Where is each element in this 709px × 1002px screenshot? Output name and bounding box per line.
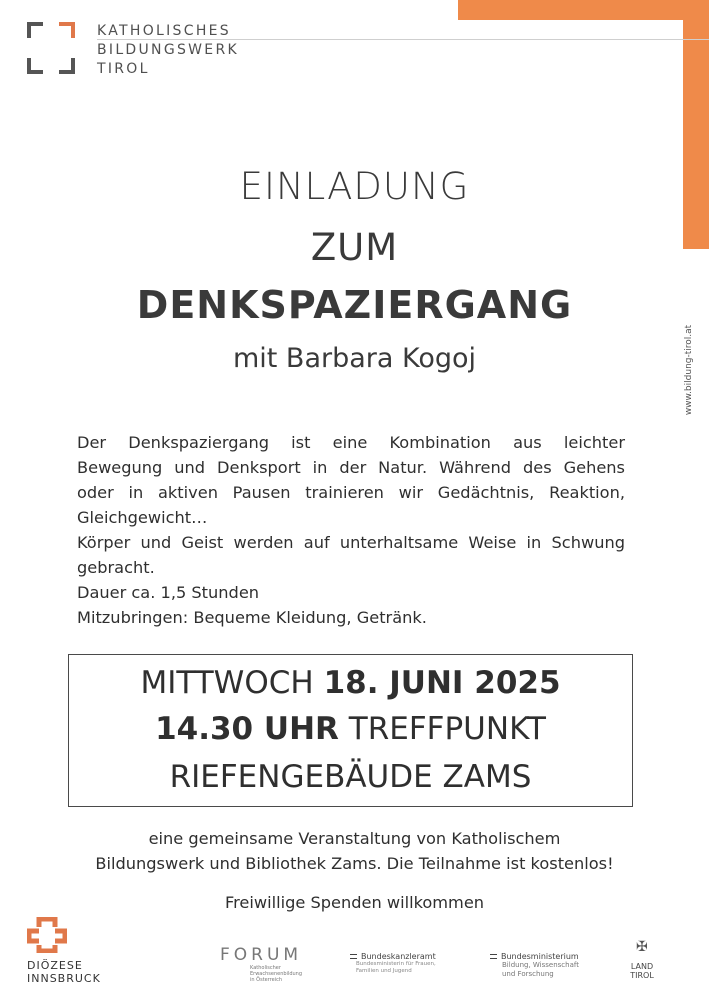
bring-text: Mitzubringen: Bequeme Kleidung, Getränk. — [77, 608, 427, 627]
logo-line-3: TIROL — [97, 61, 150, 77]
dioezese-line-2: INNSBRUCK — [27, 972, 101, 985]
event-meeting-label: TREFFPUNKT — [348, 711, 546, 747]
orange-accent-bar-top — [458, 0, 709, 20]
event-time: 14.30 UHR — [155, 711, 339, 747]
dioezese-cross-icon — [27, 917, 67, 953]
austria-eq-icon — [490, 954, 497, 959]
title-zum: ZUM — [310, 226, 399, 269]
event-date-line — [69, 665, 632, 701]
eagle-icon: ✠ — [636, 939, 648, 955]
description-line: Der Denkspaziergang ist eine Kombination aus leichter — [77, 433, 625, 452]
description-line: Gleichgewicht… — [77, 508, 208, 527]
dioezese-logo — [27, 917, 101, 985]
land-tirol-logo — [627, 940, 657, 980]
forum-sub-2: Erwachsenenbildung — [250, 971, 303, 977]
title-einladung: EINLADUNG — [239, 165, 470, 208]
orange-accent-bar-side — [683, 0, 709, 249]
bm-sub-2: und Forschung — [502, 970, 554, 978]
kbw-logo-icon — [27, 22, 75, 74]
bka-sub-2: Familien und Jugend — [356, 968, 412, 974]
description-line: gebracht. — [77, 558, 155, 577]
forum-name: FORUM — [220, 945, 303, 965]
description-line: Bewegung und Denksport in der Natur. Während des Gehens — [77, 458, 625, 477]
logo-line-2: BILDUNGSWERK — [97, 42, 239, 58]
austria-eq-icon — [350, 954, 357, 959]
bka-sub-1: Bundesministerin für Frauen, — [356, 961, 436, 967]
bundesministerium-logo — [490, 952, 579, 979]
bm-name: Bundesministerium — [501, 952, 579, 961]
organizer-note-line-2: Bildungswerk und Bibliothek Zams. Die Teilnahme ist kostenlos! — [95, 854, 614, 873]
forum-sub-3: in Österreich — [250, 977, 283, 983]
duration-text: Dauer ca. 1,5 Stunden — [77, 583, 260, 602]
donation-note: Freiwillige Spenden willkommen — [224, 893, 485, 912]
bka-name: Bundeskanzleramt — [361, 952, 436, 961]
forum-sub-1: Katholischer — [250, 965, 281, 971]
bm-sub-1: Bildung, Wissenschaft — [502, 961, 579, 969]
side-url-text: www.bildung-tirol.at — [684, 324, 694, 416]
organizer-note — [0, 826, 709, 876]
description-line: Körper und Geist werden auf unterhaltsame Weise in Schwung — [77, 533, 625, 552]
event-date: 18. JUNI 2025 — [323, 665, 561, 701]
forum-logo — [220, 945, 302, 983]
event-details-box — [68, 654, 633, 807]
kbw-logo-text — [97, 22, 239, 79]
event-weekday: MITTWOCH — [140, 665, 314, 701]
title-denkspaziergang: DENKSPAZIERGANG — [136, 283, 573, 327]
organizer-note-line-1: eine gemeinsame Veranstaltung von Katholischem — [148, 829, 561, 848]
title-presenter: mit Barbara Kogoj — [232, 343, 477, 374]
event-time-line — [69, 711, 632, 747]
logo-line-1: KATHOLISCHES — [97, 23, 231, 39]
tirol-line-1: LAND — [630, 962, 654, 971]
description-line: oder in aktiven Pausen trainieren wir Gedächtnis, Reaktion, — [77, 483, 625, 502]
dioezese-line-1: DIÖZESE — [27, 959, 83, 972]
bundeskanzleramt-logo — [350, 952, 436, 975]
description — [77, 430, 625, 630]
tirol-line-2: TIROL — [630, 971, 654, 980]
event-location: RIEFENGEBÄUDE ZAMS — [169, 759, 532, 795]
